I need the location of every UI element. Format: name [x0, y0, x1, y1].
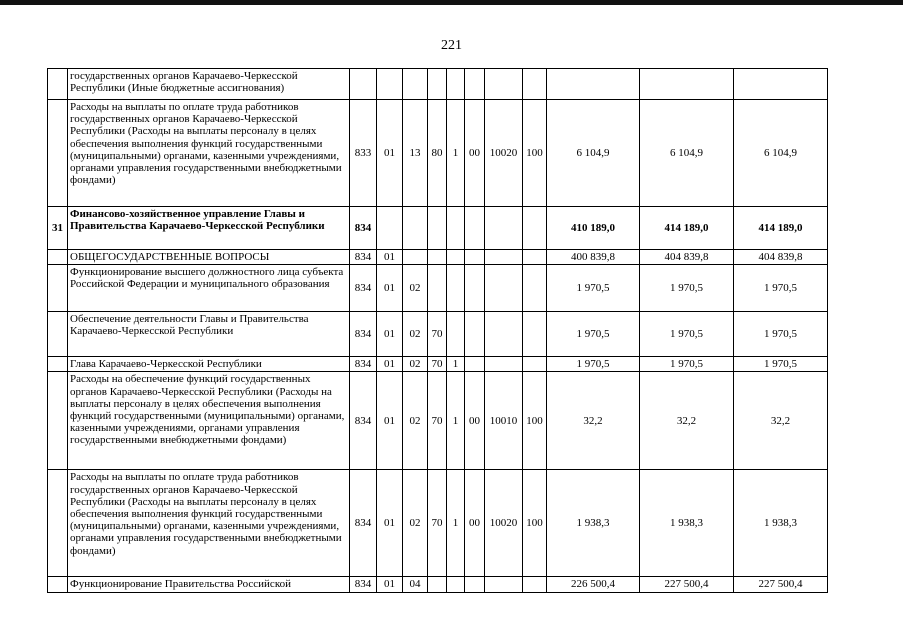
amount-year-2: 414 189,0: [640, 207, 734, 250]
row-number: [48, 250, 68, 265]
code-expense-type: 100: [523, 372, 547, 470]
amount-year-1: 1 938,3: [547, 470, 640, 577]
amount-year-1: 1 970,5: [547, 265, 640, 312]
amount-year-1: 400 839,8: [547, 250, 640, 265]
code-event: 00: [465, 100, 485, 207]
page-number: 221: [441, 38, 462, 53]
code-subsection: [403, 69, 428, 100]
code-section: 01: [377, 470, 403, 577]
code-expense-type: [523, 577, 547, 592]
code-subsection: 02: [403, 312, 428, 357]
code-subsection: 02: [403, 265, 428, 312]
item-name: Функционирование высшего должностного лица субъекта Российской Федерации и муниципального образования: [68, 265, 350, 312]
code-section: 01: [377, 372, 403, 470]
code-event: [465, 357, 485, 372]
table-row: [48, 577, 828, 592]
item-name: Финансово-хозяйственное управление Главы и Правительства Карачаево-Черкесской Республики: [68, 207, 350, 250]
amount-year-2: [640, 69, 734, 100]
code-section: 01: [377, 100, 403, 207]
code-subsection: 02: [403, 357, 428, 372]
code-direction: 10020: [485, 100, 523, 207]
code-subprogram: [447, 207, 465, 250]
code-program: [428, 207, 447, 250]
code-program: [428, 69, 447, 100]
code-expense-type: [523, 250, 547, 265]
row-number: [48, 69, 68, 100]
amount-year-2: 1 970,5: [640, 265, 734, 312]
table-row: [48, 207, 828, 250]
item-name: государственных органов Карачаево-Черкесской Республики (Иные бюджетные ассигнования): [68, 69, 350, 100]
code-expense-type: [523, 265, 547, 312]
table-row: [48, 69, 828, 100]
code-subprogram: [447, 69, 465, 100]
row-number: [48, 100, 68, 207]
code-event: [465, 577, 485, 592]
code-direction: 10010: [485, 372, 523, 470]
code-program: [428, 265, 447, 312]
amount-year-3: 227 500,4: [734, 577, 828, 592]
item-name: Расходы на выплаты по оплате труда работников государственных органов Карачаево-Черкесской Республики (Расходы на выплаты персоналу в целях обеспечения выполнения функций государственными (муниципальными) органами, казенными учреждениями, органами управления государственными внебюджетными фондами): [68, 100, 350, 207]
code-event: [465, 250, 485, 265]
code-subprogram: [447, 265, 465, 312]
amount-year-3: 414 189,0: [734, 207, 828, 250]
table-row: [48, 265, 828, 312]
table-row: [48, 250, 828, 265]
item-name: Расходы на обеспечение функций государственных органов Карачаево-Черкесской Республики (Расходы на выплаты персоналу в целях обеспечения выполнения функций государственными (муниципальными) органами, казенными учреждениями, органами управления государственными внебюджетными фондами): [68, 372, 350, 470]
code-ministry: 834: [350, 470, 377, 577]
amount-year-1: 1 970,5: [547, 312, 640, 357]
code-expense-type: [523, 312, 547, 357]
item-name: Расходы на выплаты по оплате труда работников государственных органов Карачаево-Черкесской Республики (Расходы на выплаты персоналу в целях обеспечения выполнения функций государственными (муниципальными) органами, казенными учреждениями, органами управления государственными внебюджетными фондами): [68, 470, 350, 577]
code-ministry: 834: [350, 357, 377, 372]
amount-year-1: 6 104,9: [547, 100, 640, 207]
budget-table: [47, 68, 828, 593]
code-ministry: 834: [350, 250, 377, 265]
code-ministry: 834: [350, 372, 377, 470]
code-subprogram: [447, 312, 465, 357]
item-name: Обеспечение деятельности Главы и Правительства Карачаево-Черкесской Республики: [68, 312, 350, 357]
code-program: [428, 250, 447, 265]
code-subsection: 02: [403, 470, 428, 577]
code-section: 01: [377, 265, 403, 312]
row-number: 31: [48, 207, 68, 250]
amount-year-2: 1 970,5: [640, 357, 734, 372]
code-section: 01: [377, 312, 403, 357]
amount-year-1: 32,2: [547, 372, 640, 470]
item-name: Функционирование Правительства Российской: [68, 577, 350, 592]
amount-year-3: 1 938,3: [734, 470, 828, 577]
code-direction: [485, 69, 523, 100]
code-section: [377, 69, 403, 100]
code-subsection: 02: [403, 372, 428, 470]
code-ministry: 834: [350, 207, 377, 250]
code-event: 00: [465, 372, 485, 470]
amount-year-2: 1 970,5: [640, 312, 734, 357]
code-program: 70: [428, 312, 447, 357]
row-number: [48, 265, 68, 312]
table-row: [48, 312, 828, 357]
code-subsection: [403, 250, 428, 265]
table-row: [48, 470, 828, 577]
code-section: 01: [377, 250, 403, 265]
amount-year-3: 6 104,9: [734, 100, 828, 207]
code-direction: [485, 357, 523, 372]
row-number: [48, 372, 68, 470]
code-event: [465, 69, 485, 100]
code-ministry: 834: [350, 577, 377, 592]
amount-year-1: 410 189,0: [547, 207, 640, 250]
amount-year-1: 226 500,4: [547, 577, 640, 592]
code-section: [377, 207, 403, 250]
code-program: 80: [428, 100, 447, 207]
code-direction: [485, 250, 523, 265]
code-subprogram: 1: [447, 372, 465, 470]
code-event: 00: [465, 470, 485, 577]
code-program: 70: [428, 357, 447, 372]
code-direction: 10020: [485, 470, 523, 577]
amount-year-2: 227 500,4: [640, 577, 734, 592]
code-expense-type: [523, 207, 547, 250]
code-subsection: [403, 207, 428, 250]
amount-year-3: 1 970,5: [734, 312, 828, 357]
amount-year-3: 404 839,8: [734, 250, 828, 265]
code-direction: [485, 577, 523, 592]
code-ministry: 833: [350, 100, 377, 207]
item-name: ОБЩЕГОСУДАРСТВЕННЫЕ ВОПРОСЫ: [68, 250, 350, 265]
code-ministry: [350, 69, 377, 100]
code-subsection: 04: [403, 577, 428, 592]
code-program: 70: [428, 372, 447, 470]
code-subprogram: 1: [447, 100, 465, 207]
code-section: 01: [377, 577, 403, 592]
row-number: [48, 312, 68, 357]
amount-year-3: 32,2: [734, 372, 828, 470]
code-direction: [485, 312, 523, 357]
code-event: [465, 312, 485, 357]
table-row: [48, 100, 828, 207]
code-section: 01: [377, 357, 403, 372]
code-event: [465, 265, 485, 312]
code-subsection: 13: [403, 100, 428, 207]
table-row: [48, 372, 828, 470]
code-expense-type: 100: [523, 470, 547, 577]
code-subprogram: 1: [447, 470, 465, 577]
row-number: [48, 357, 68, 372]
code-ministry: 834: [350, 265, 377, 312]
amount-year-2: 6 104,9: [640, 100, 734, 207]
amount-year-3: 1 970,5: [734, 265, 828, 312]
amount-year-3: 1 970,5: [734, 357, 828, 372]
code-direction: [485, 265, 523, 312]
row-number: [48, 577, 68, 592]
amount-year-2: 32,2: [640, 372, 734, 470]
code-subprogram: [447, 250, 465, 265]
code-expense-type: [523, 69, 547, 100]
amount-year-2: 1 938,3: [640, 470, 734, 577]
code-ministry: 834: [350, 312, 377, 357]
amount-year-2: 404 839,8: [640, 250, 734, 265]
amount-year-1: 1 970,5: [547, 357, 640, 372]
table-row: [48, 357, 828, 372]
row-number: [48, 470, 68, 577]
code-subprogram: [447, 577, 465, 592]
item-name: Глава Карачаево-Черкесской Республики: [68, 357, 350, 372]
code-expense-type: [523, 357, 547, 372]
code-program: 70: [428, 470, 447, 577]
code-direction: [485, 207, 523, 250]
code-program: [428, 577, 447, 592]
amount-year-1: [547, 69, 640, 100]
code-event: [465, 207, 485, 250]
code-expense-type: 100: [523, 100, 547, 207]
code-subprogram: 1: [447, 357, 465, 372]
page-top-border: [0, 0, 903, 5]
amount-year-3: [734, 69, 828, 100]
